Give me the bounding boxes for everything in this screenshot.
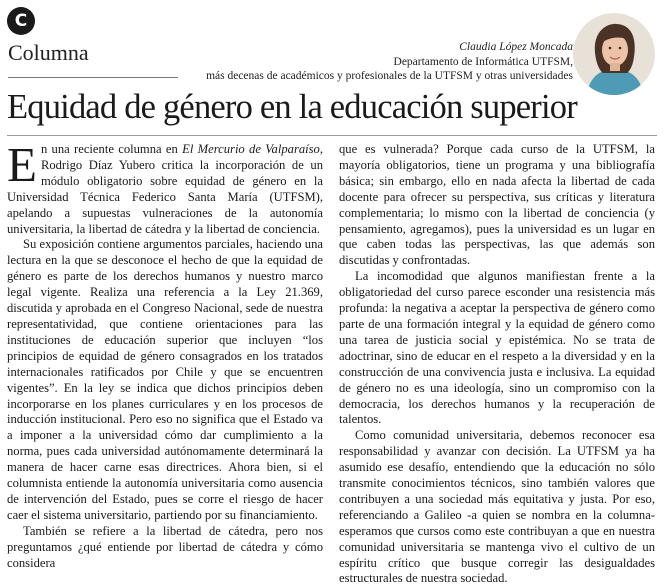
author-affiliation-2: más decenas de académicos y profesionales de la UTFSM y otras universidades	[206, 70, 573, 82]
section-divider	[8, 77, 178, 78]
author-affiliation-1: Departamento de Informática UTFSM,	[393, 55, 573, 68]
paragraph-3-continued: que es vulnerada? Porque cada curso de la UTFSM, la mayoría obligatorios, tiene un programa y una bibliografía básica; sin embargo, ello en nada afecta la libertad de cada docente para ofrecer su perspectiva, sus críticas y literatura complementaria; lo mismo con la libertad de conciencia (y pensamiento, agregamos), pues la universidad es un lugar en que caben todas las perspectivas, las que además son discutidas y confrontadas.	[339, 142, 655, 268]
article-column-right	[339, 142, 655, 587]
author-photo	[573, 13, 655, 95]
headline-divider	[7, 135, 657, 136]
paragraph-1-text-a: n una reciente columna en	[40, 142, 183, 156]
byline	[206, 40, 573, 84]
section-badge-icon: C	[7, 7, 35, 35]
drop-cap: E	[7, 137, 37, 192]
author-name: Claudia López Moncada	[459, 41, 573, 53]
paragraph-1	[7, 137, 323, 237]
paragraph-1-text-b: , Rodrigo Díaz Yubero critica la incorporación de un módulo obligatorio sobre equidad de género en la Universidad Técnica Federico Santa María (UTFSM), apelando a supuestas vulneraciones de la autonomía universitaria, la libertad de cátedra y la libertad de conciencia.	[7, 142, 323, 236]
source-newspaper: El Mercurio de Valparaíso	[182, 142, 320, 156]
paragraph-4: La incomodidad que algunos manifiestan frente a la obligatoriedad del curso parece esconder una resistencia más profunda: la negativa a aceptar la perspectiva de género como parte de una formación integral y la equidad de género como una tarea de justicia social y epistémica. No se trata de adoctrinar, sino de educar en el respeto a la diversidad y en la construcción de una convivencia justa e inclusiva. La equidad de género no es una ideología, sino un compromiso con la democracia, los derechos humanos y la recuperación de talentos.	[339, 269, 655, 427]
headline: Equidad de género en la educación superior	[7, 88, 577, 126]
paragraph-5: Como comunidad universitaria, debemos reconocer esa responsabilidad y avanzar con decisión. La UTFSM ya ha asumido ese desafío, entendiendo que la educación no sólo transmite conocimientos técnicos, sino también valores que contribuyen a una sociedad más equitativa y justa. Por eso, referenciando a Galileo -a quien se nombra en la columna- esperamos que cursos como este contribuyan a que en nuestra comunidad universitaria se mantenga vivo el cultivo de un espíritu crítico que busque corregir las desigualdades estructurales de nuestra sociedad.	[339, 428, 655, 586]
paragraph-3: También se refiere a la libertad de cátedra, pero nos preguntamos ¿qué entiende por libertad de cátedra y cómo considera	[7, 523, 323, 570]
article-column-left	[7, 137, 323, 571]
section-label: Columna	[8, 40, 89, 65]
paragraph-2: Su exposición contiene argumentos parciales, haciendo una lectura en la que se desconoce el hecho de que la equidad de género es parte de los derechos humanos y nuestro marco legal vigente. Realiza una referencia a la Ley 21.369, discutida y aprobada en el Congreso Nacional, sede de nuestra representatividad, que contiene orientaciones para las instituciones de educación superior que incluyen “los principios de equidad de género consagrados en los tratados internacionales ratificados por Chile y que se encuentren vigentes”. En la ley se indica que dichos principios deben incorporarse en los planes curriculares y en los procesos de inducción institucional. Pero eso no significa que el Estado va a imponer a la universidad cómo dar cumplimiento a la norma, pues cada universidad autónomamente determinará la manera de hacer carne esas directrices. Ahora bien, si el columnista entiende la autonomía universitaria como ausencia de intervención del Estado, pues se corre el riesgo de hacer caer el sistema universitario, partiendo por su financiamiento.	[7, 237, 323, 522]
